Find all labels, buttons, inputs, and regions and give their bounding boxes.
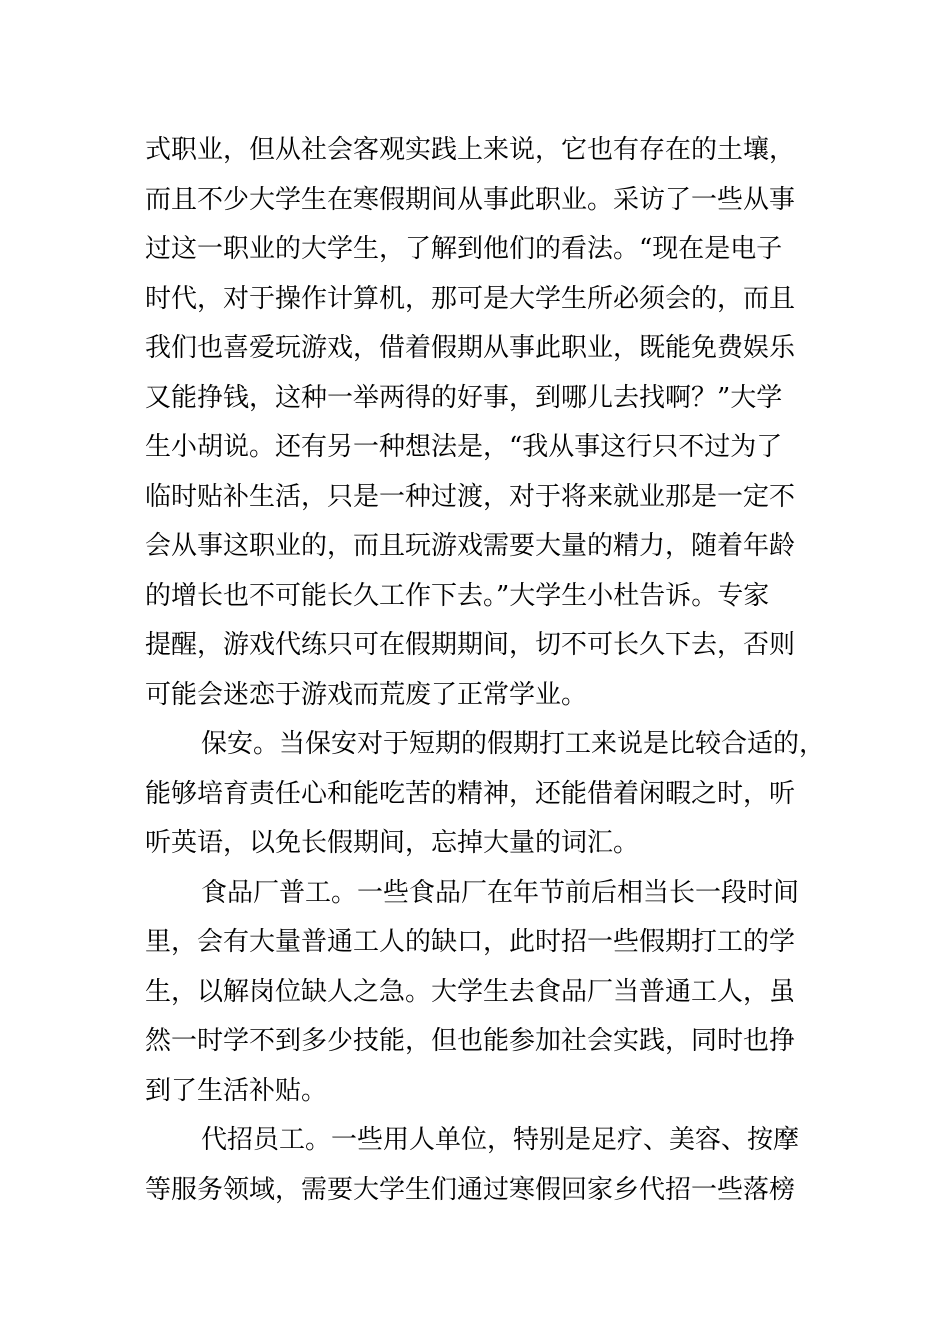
text-line: 然一时学不到多少技能，但也能参加社会实践，同时也挣 (145, 1026, 796, 1056)
text-line: 临时贴补生活，只是一种过渡，对于将来就业那是一定不 (145, 481, 796, 512)
text-line: 生，以解岗位缺人之急。大学生去食品厂当普通工人，虽 (145, 976, 796, 1007)
paragraph-recruiting-staff (145, 1116, 810, 1215)
document-page (145, 126, 826, 1215)
paragraph-game-training (145, 126, 810, 720)
text-line: 里，会有大量普通工人的缺口，此时招一些假期打工的学 (145, 927, 796, 957)
text-line: 提醒，游戏代练只可在假期期间，切不可长久下去，否则 (145, 630, 796, 660)
text-line: 可能会迷恋于游戏而荒废了正常学业。 (145, 679, 588, 710)
text-line: 又能挣钱，这种一举两得的好事，到哪儿去找啊？”大学 (145, 382, 783, 413)
text-line: 代招员工。一些用人单位，特别是足疗、美容、按摩 (201, 1125, 800, 1155)
text-line: 到了生活补贴。 (145, 1075, 328, 1106)
text-line: 生小胡说。还有另一种想法是，“我从事这行只不过为了 (145, 432, 783, 462)
text-line: 等服务领域，需要大学生们通过寒假回家乡代招一些落榜 (145, 1174, 796, 1205)
text-line: 听英语，以免长假期间，忘掉大量的词汇。 (145, 828, 640, 858)
text-line: 式职业，但从社会客观实践上来说，它也有存在的土壤， (145, 135, 796, 165)
text-line: 时代，对于操作计算机，那可是大学生所必须会的，而且 (145, 283, 796, 314)
text-line: 食品厂普工。一些食品厂在年节前后相当长一段时间 (201, 877, 800, 908)
text-line: 的增长也不可能长久工作下去。”大学生小杜告诉。专家 (145, 580, 770, 611)
paragraph-food-factory (145, 869, 810, 1117)
text-line: 会从事这职业的，而且玩游戏需要大量的精力，随着年龄 (145, 531, 796, 561)
text-line: 过这一职业的大学生，了解到他们的看法。“现在是电子 (145, 234, 783, 264)
text-line: 而且不少大学生在寒假期间从事此职业。采访了一些从事 (145, 184, 796, 215)
text-line: 能够培育责任心和能吃苦的精神，还能借着闲暇之时，听 (145, 778, 796, 809)
text-line: 我们也喜爱玩游戏，借着假期从事此职业，既能免费娱乐 (145, 333, 796, 363)
text-line: 保安。当保安对于短期的假期打工来说是比较合适的， (201, 729, 826, 759)
paragraph-security-guard (145, 720, 826, 869)
